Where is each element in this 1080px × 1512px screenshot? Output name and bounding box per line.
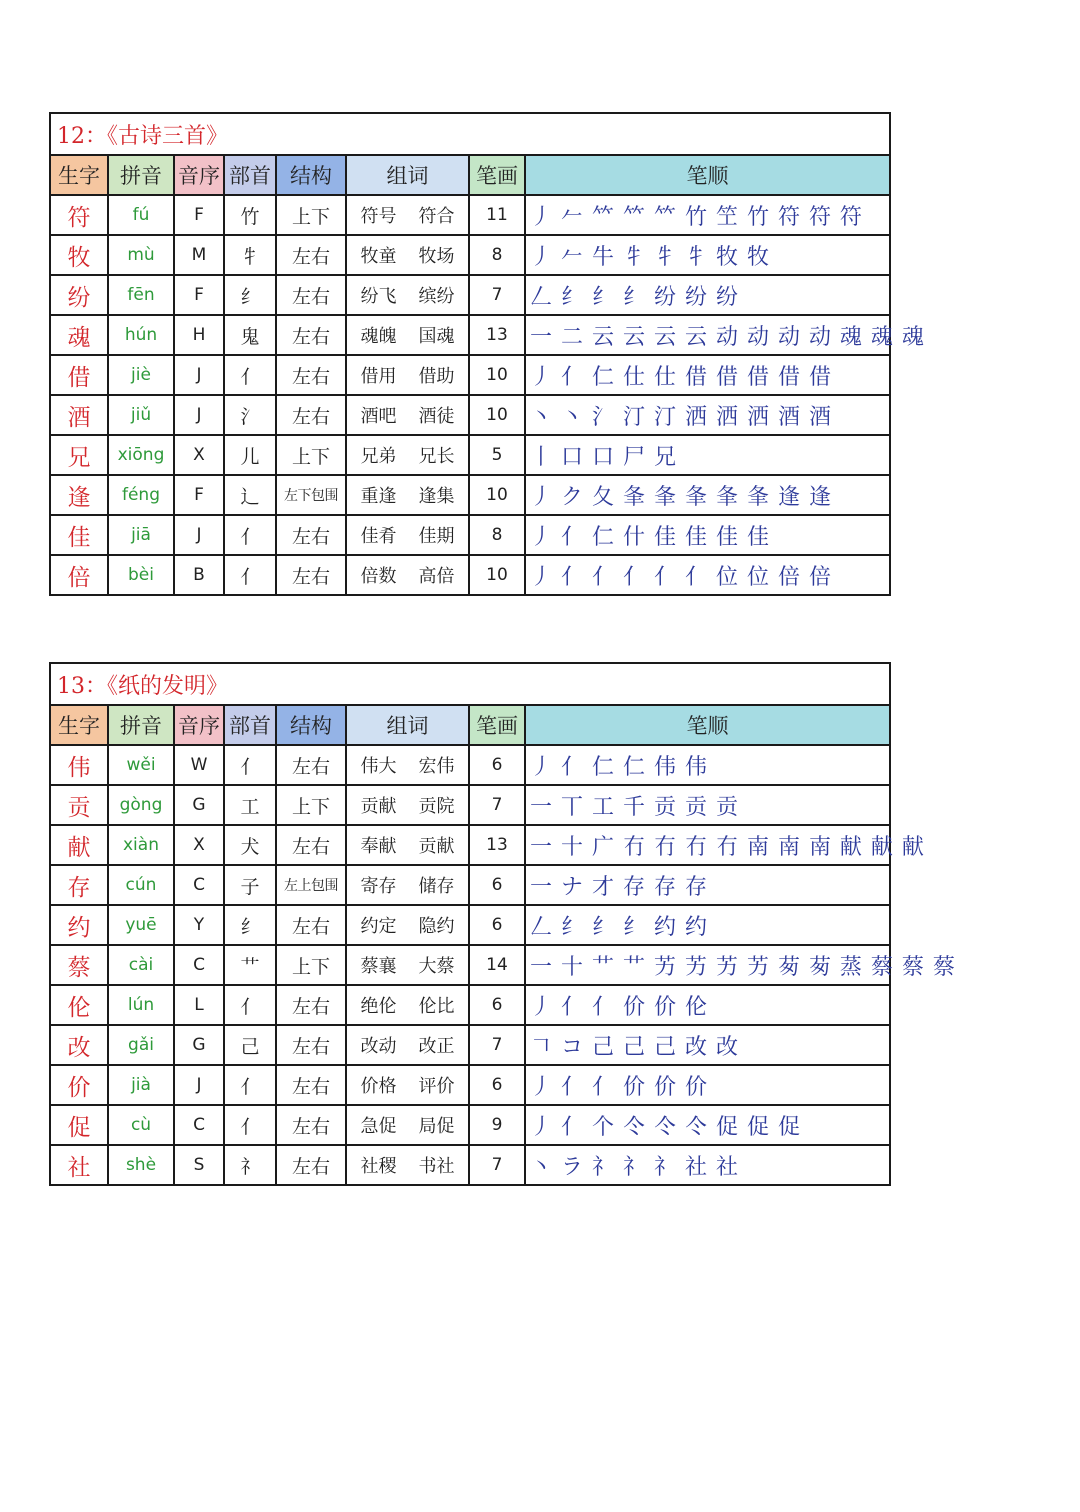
word-1: 纷飞: [360, 286, 397, 307]
lesson-12-table: [49, 112, 925, 596]
structure-cell: 左右: [276, 515, 346, 555]
word-1: 价格: [360, 1076, 397, 1097]
table-row: [50, 825, 890, 865]
pinyin-cell: shè: [108, 1145, 174, 1185]
word-2: 佳期: [418, 526, 455, 547]
words-cell: [346, 195, 469, 235]
pinyin-cell: cù: [108, 1105, 174, 1145]
pinyin-cell: gòng: [108, 785, 174, 825]
words-cell: [346, 905, 469, 945]
word-2: 隐约: [418, 916, 455, 937]
table-row: [50, 745, 890, 785]
radical-cell: 氵: [224, 395, 276, 435]
order-cell: M: [174, 235, 224, 275]
word-2: 借助: [418, 366, 455, 387]
stroke-count-cell: 7: [469, 1145, 525, 1185]
character-cell: 伟: [50, 745, 108, 785]
stroke-order-cell: 𠃋 纟 纟 纟 纷 纷 纷: [525, 275, 890, 315]
word-1: 酒吧: [360, 406, 397, 427]
word-2: 贡院: [418, 796, 455, 817]
word-1: 改动: [360, 1036, 397, 1057]
character-cell: 魂: [50, 315, 108, 355]
pinyin-cell: cún: [108, 865, 174, 905]
word-1: 倍数: [360, 566, 397, 587]
order-cell: B: [174, 555, 224, 595]
pinyin-cell: wěi: [108, 745, 174, 785]
word-1: 蔡襄: [360, 956, 397, 977]
header-row: [50, 705, 890, 745]
table-row: [50, 785, 890, 825]
radical-cell: 竹: [224, 195, 276, 235]
words-cell: [346, 355, 469, 395]
structure-cell: 左右: [276, 1145, 346, 1185]
order-cell: L: [174, 985, 224, 1025]
lesson-13-rows: [50, 745, 956, 1185]
word-1: 急促: [360, 1116, 397, 1137]
table-row: [50, 905, 890, 945]
table-row: [50, 475, 890, 515]
radical-cell: 亻: [224, 745, 276, 785]
pinyin-cell: cài: [108, 945, 174, 985]
word-1: 约定: [360, 916, 397, 937]
header-char: 生字: [50, 155, 108, 195]
character-cell: 价: [50, 1065, 108, 1105]
radical-cell: 纟: [224, 905, 276, 945]
character-cell: 逢: [50, 475, 108, 515]
structure-cell: 左右: [276, 985, 346, 1025]
radical-cell: 亻: [224, 985, 276, 1025]
stroke-count-cell: 9: [469, 1105, 525, 1145]
radical-cell: 亻: [224, 555, 276, 595]
table-row: [50, 1145, 890, 1185]
order-cell: C: [174, 945, 224, 985]
word-1: 贡献: [360, 796, 397, 817]
stroke-count-cell: 8: [469, 235, 525, 275]
stroke-count-cell: 10: [469, 475, 525, 515]
order-cell: Y: [174, 905, 224, 945]
radical-cell: 纟: [224, 275, 276, 315]
order-cell: F: [174, 275, 224, 315]
radical-cell: 亻: [224, 1105, 276, 1145]
word-1: 符号: [360, 206, 397, 227]
structure-cell: 左右: [276, 555, 346, 595]
order-cell: S: [174, 1145, 224, 1185]
stroke-order-cell: 丿 ク 夂 夆 夆 夆 夆 夆 逢 逢: [525, 475, 890, 515]
words-cell: [346, 745, 469, 785]
words-cell: [346, 785, 469, 825]
radical-cell: 亻: [224, 515, 276, 555]
word-2: 书社: [418, 1156, 455, 1177]
header-pinyin: 拼音: [108, 155, 174, 195]
structure-cell: 上下: [276, 785, 346, 825]
words-cell: [346, 475, 469, 515]
lesson-13-table: [49, 662, 956, 1186]
stroke-order-cell: 丿 亻 亻 价 价 价: [525, 1065, 890, 1105]
stroke-count-cell: 10: [469, 355, 525, 395]
structure-cell: 上下: [276, 435, 346, 475]
word-1: 奉献: [360, 836, 397, 857]
pinyin-cell: jiǔ: [108, 395, 174, 435]
header-sequence: 笔顺: [525, 155, 890, 195]
table-row: [50, 195, 890, 235]
header-structure: 结构: [276, 705, 346, 745]
table-row: [50, 985, 890, 1025]
table-row: [50, 275, 890, 315]
header-order: 音序: [174, 155, 224, 195]
radical-cell: 牜: [224, 235, 276, 275]
character-cell: 倍: [50, 555, 108, 595]
character-cell: 酒: [50, 395, 108, 435]
stroke-count-cell: 11: [469, 195, 525, 235]
lesson-12-rows: [50, 195, 925, 595]
word-2: 改正: [418, 1036, 455, 1057]
order-cell: X: [174, 825, 224, 865]
pinyin-cell: jiā: [108, 515, 174, 555]
word-1: 伟大: [360, 756, 397, 777]
header-radical: 部首: [224, 155, 276, 195]
word-2: 贡献: [418, 836, 455, 857]
order-cell: C: [174, 865, 224, 905]
stroke-count-cell: 10: [469, 395, 525, 435]
order-cell: F: [174, 195, 224, 235]
stroke-order-cell: 丿 亻 亻 价 价 伦: [525, 985, 890, 1025]
stroke-order-cell: 一 十 广 冇 冇 冇 冇 南 南 南 献 献 献: [525, 825, 890, 865]
words-cell: [346, 1025, 469, 1065]
table-row: [50, 555, 890, 595]
structure-cell: 左下包围: [276, 475, 346, 515]
character-cell: 促: [50, 1105, 108, 1145]
word-1: 寄存: [360, 876, 397, 897]
header-strokes: 笔画: [469, 155, 525, 195]
radical-cell: 艹: [224, 945, 276, 985]
character-cell: 牧: [50, 235, 108, 275]
pinyin-cell: xiàn: [108, 825, 174, 865]
character-cell: 约: [50, 905, 108, 945]
words-cell: [346, 1065, 469, 1105]
lesson-title: 13：《纸的发明》: [50, 663, 890, 705]
stroke-order-cell: 一 丅 工 千 贡 贡 贡: [525, 785, 890, 825]
character-cell: 借: [50, 355, 108, 395]
table-row: [50, 235, 890, 275]
structure-cell: 左右: [276, 275, 346, 315]
structure-cell: 左右: [276, 905, 346, 945]
table-row: [50, 395, 890, 435]
word-2: 伦比: [418, 996, 455, 1017]
structure-cell: 左右: [276, 355, 346, 395]
character-cell: 兄: [50, 435, 108, 475]
stroke-count-cell: 14: [469, 945, 525, 985]
character-cell: 蔡: [50, 945, 108, 985]
header-structure: 结构: [276, 155, 346, 195]
structure-cell: 左右: [276, 235, 346, 275]
table-row: [50, 315, 890, 355]
stroke-order-cell: 丿 亻 仁 仕 仕 借 借 借 借 借: [525, 355, 890, 395]
pinyin-cell: yuē: [108, 905, 174, 945]
lesson-title: 12：《古诗三首》: [50, 113, 890, 155]
pinyin-cell: féng: [108, 475, 174, 515]
header-row: [50, 155, 890, 195]
radical-cell: 工: [224, 785, 276, 825]
header-sequence: 笔顺: [525, 705, 890, 745]
stroke-count-cell: 13: [469, 315, 525, 355]
table-row: [50, 1105, 890, 1145]
character-cell: 社: [50, 1145, 108, 1185]
stroke-count-cell: 5: [469, 435, 525, 475]
word-2: 储存: [418, 876, 455, 897]
word-2: 宏伟: [418, 756, 455, 777]
word-2: 牧场: [418, 246, 455, 267]
character-cell: 佳: [50, 515, 108, 555]
word-1: 社稷: [360, 1156, 397, 1177]
structure-cell: 左右: [276, 1065, 346, 1105]
word-2: 符合: [418, 206, 455, 227]
header-strokes: 笔画: [469, 705, 525, 745]
words-cell: [346, 985, 469, 1025]
words-cell: [346, 825, 469, 865]
word-1: 佳肴: [360, 526, 397, 547]
pinyin-cell: hún: [108, 315, 174, 355]
header-char: 生字: [50, 705, 108, 745]
words-cell: [346, 865, 469, 905]
structure-cell: 左右: [276, 1105, 346, 1145]
stroke-count-cell: 6: [469, 905, 525, 945]
header-radical: 部首: [224, 705, 276, 745]
stroke-order-cell: 一 二 云 云 云 云 动 动 动 动 魂 魂 魂: [525, 315, 890, 355]
words-cell: [346, 1145, 469, 1185]
header-words: 组词: [346, 705, 469, 745]
word-2: 酒徒: [418, 406, 455, 427]
radical-cell: 亻: [224, 1065, 276, 1105]
pinyin-cell: jià: [108, 1065, 174, 1105]
table-row: [50, 515, 890, 555]
header-words: 组词: [346, 155, 469, 195]
order-cell: X: [174, 435, 224, 475]
order-cell: J: [174, 515, 224, 555]
structure-cell: 左右: [276, 1025, 346, 1065]
stroke-count-cell: 6: [469, 1065, 525, 1105]
structure-cell: 左右: [276, 395, 346, 435]
table-row: [50, 865, 890, 905]
word-1: 重逢: [360, 486, 397, 507]
stroke-order-cell: 丿 𠂉 𥫗 𥫗 𥫗 竹 笁 竹 符 符 符: [525, 195, 890, 235]
character-cell: 纷: [50, 275, 108, 315]
stroke-count-cell: 10: [469, 555, 525, 595]
header-pinyin: 拼音: [108, 705, 174, 745]
pinyin-cell: mù: [108, 235, 174, 275]
stroke-count-cell: 13: [469, 825, 525, 865]
radical-cell: 己: [224, 1025, 276, 1065]
structure-cell: 左右: [276, 825, 346, 865]
structure-cell: 上下: [276, 945, 346, 985]
character-cell: 存: [50, 865, 108, 905]
word-1: 兄弟: [360, 446, 397, 467]
order-cell: J: [174, 1065, 224, 1105]
table-row: [50, 435, 890, 475]
character-cell: 献: [50, 825, 108, 865]
order-cell: G: [174, 1025, 224, 1065]
order-cell: F: [174, 475, 224, 515]
words-cell: [346, 435, 469, 475]
words-cell: [346, 315, 469, 355]
words-cell: [346, 275, 469, 315]
table-row: [50, 945, 890, 985]
stroke-order-cell: 一 十 艹 艹 艻 艻 艻 艻 茐 茐 蒸 蔡 蔡 蔡: [525, 945, 890, 985]
table-row: [50, 1065, 890, 1105]
stroke-count-cell: 8: [469, 515, 525, 555]
stroke-count-cell: 7: [469, 1025, 525, 1065]
stroke-order-cell: 丿 亻 亻 亻 亻 亻 位 位 倍 倍: [525, 555, 890, 595]
character-cell: 贡: [50, 785, 108, 825]
word-2: 兄长: [418, 446, 455, 467]
words-cell: [346, 395, 469, 435]
word-1: 借用: [360, 366, 397, 387]
words-cell: [346, 1105, 469, 1145]
radical-cell: 儿: [224, 435, 276, 475]
stroke-count-cell: 7: [469, 275, 525, 315]
stroke-order-cell: 丶 ラ 礻 礻 礻 社 社: [525, 1145, 890, 1185]
stroke-order-cell: 丿 亻 仁 什 佳 佳 佳 佳: [525, 515, 890, 555]
structure-cell: 左上包围: [276, 865, 346, 905]
order-cell: G: [174, 785, 224, 825]
stroke-count-cell: 6: [469, 745, 525, 785]
stroke-order-cell: 丿 亻 仁 仁 伟 伟: [525, 745, 890, 785]
stroke-order-cell: 丿 𠂉 牛 牜 牜 牜 牧 牧: [525, 235, 890, 275]
word-2: 大蔡: [418, 956, 455, 977]
table-row: [50, 1025, 890, 1065]
character-cell: 伦: [50, 985, 108, 1025]
structure-cell: 上下: [276, 195, 346, 235]
order-cell: C: [174, 1105, 224, 1145]
stroke-count-cell: 6: [469, 985, 525, 1025]
word-1: 魂魄: [360, 326, 397, 347]
character-cell: 符: [50, 195, 108, 235]
pinyin-cell: jiè: [108, 355, 174, 395]
words-cell: [346, 515, 469, 555]
pinyin-cell: gǎi: [108, 1025, 174, 1065]
stroke-order-cell: 𠃍 コ 己 己 己 改 改: [525, 1025, 890, 1065]
radical-cell: 礻: [224, 1145, 276, 1185]
word-2: 缤纷: [418, 286, 455, 307]
order-cell: W: [174, 745, 224, 785]
radical-cell: 辶: [224, 475, 276, 515]
pinyin-cell: lún: [108, 985, 174, 1025]
word-1: 牧童: [360, 246, 397, 267]
words-cell: [346, 555, 469, 595]
character-cell: 改: [50, 1025, 108, 1065]
stroke-order-cell: 丶 丶 氵 汀 汀 洒 洒 洒 酒 酒: [525, 395, 890, 435]
word-2: 高倍: [418, 566, 455, 587]
radical-cell: 鬼: [224, 315, 276, 355]
radical-cell: 子: [224, 865, 276, 905]
order-cell: J: [174, 355, 224, 395]
radical-cell: 亻: [224, 355, 276, 395]
word-2: 逢集: [418, 486, 455, 507]
stroke-count-cell: 7: [469, 785, 525, 825]
stroke-order-cell: 𠃋 纟 纟 纟 约 约: [525, 905, 890, 945]
word-1: 绝伦: [360, 996, 397, 1017]
pinyin-cell: fēn: [108, 275, 174, 315]
stroke-count-cell: 6: [469, 865, 525, 905]
header-order: 音序: [174, 705, 224, 745]
pinyin-cell: bèi: [108, 555, 174, 595]
structure-cell: 左右: [276, 315, 346, 355]
stroke-order-cell: 丿 亻 个 仒 仒 仒 促 促 促: [525, 1105, 890, 1145]
radical-cell: 犬: [224, 825, 276, 865]
table-row: [50, 355, 890, 395]
words-cell: [346, 235, 469, 275]
stroke-order-cell: 一 ナ 才 存 存 存: [525, 865, 890, 905]
words-cell: [346, 945, 469, 985]
word-2: 评价: [418, 1076, 455, 1097]
pinyin-cell: xiōng: [108, 435, 174, 475]
structure-cell: 左右: [276, 745, 346, 785]
order-cell: J: [174, 395, 224, 435]
order-cell: H: [174, 315, 224, 355]
pinyin-cell: fú: [108, 195, 174, 235]
stroke-order-cell: 丨 口 口 尸 兄: [525, 435, 890, 475]
word-2: 局促: [418, 1116, 455, 1137]
word-2: 国魂: [418, 326, 455, 347]
